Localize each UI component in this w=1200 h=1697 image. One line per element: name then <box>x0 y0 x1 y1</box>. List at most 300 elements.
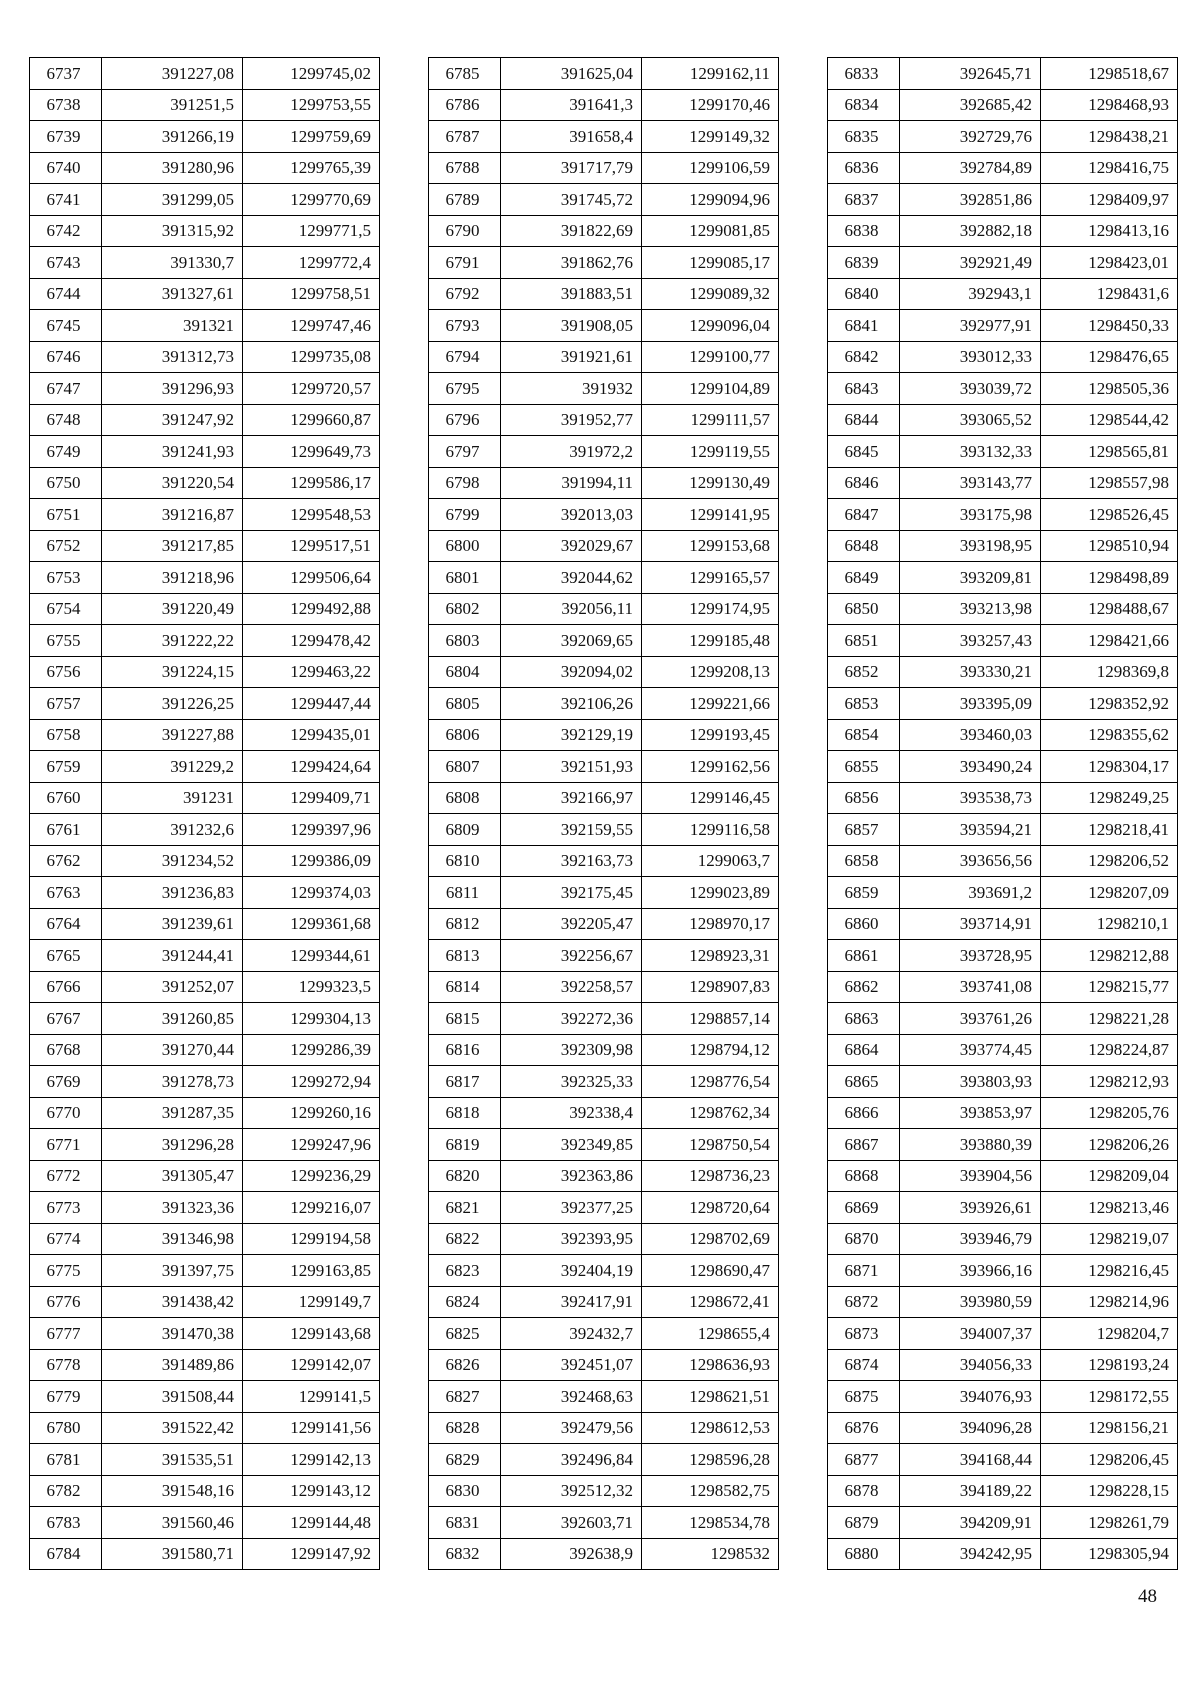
x-coordinate-cell: 393209,81 <box>900 562 1041 594</box>
table-row <box>30 1192 380 1224</box>
point-number-cell: 6758 <box>30 719 102 751</box>
point-number-cell: 6833 <box>828 58 900 90</box>
point-number-cell: 6837 <box>828 184 900 216</box>
y-coordinate-cell: 1298431,6 <box>1041 278 1178 310</box>
x-coordinate-cell: 391489,86 <box>102 1349 243 1381</box>
x-coordinate-cell: 391438,42 <box>102 1286 243 1318</box>
table-row <box>30 814 380 846</box>
y-coordinate-cell: 1298544,42 <box>1041 404 1178 436</box>
x-coordinate-cell: 392272,36 <box>501 1003 642 1035</box>
x-coordinate-cell: 391548,16 <box>102 1475 243 1507</box>
x-coordinate-cell: 391234,52 <box>102 845 243 877</box>
x-coordinate-cell: 393880,39 <box>900 1129 1041 1161</box>
y-coordinate-cell: 1299153,68 <box>642 530 779 562</box>
y-coordinate-cell: 1299193,45 <box>642 719 779 751</box>
x-coordinate-cell: 393904,56 <box>900 1160 1041 1192</box>
y-coordinate-cell: 1299106,59 <box>642 152 779 184</box>
point-number-cell: 6778 <box>30 1349 102 1381</box>
table-row <box>429 467 779 499</box>
table-row <box>828 1286 1178 1318</box>
x-coordinate-cell: 392159,55 <box>501 814 642 846</box>
x-coordinate-cell: 391239,61 <box>102 908 243 940</box>
x-coordinate-cell: 393656,56 <box>900 845 1041 877</box>
point-number-cell: 6810 <box>429 845 501 877</box>
point-number-cell: 6797 <box>429 436 501 468</box>
point-number-cell: 6777 <box>30 1318 102 1350</box>
y-coordinate-cell: 1299272,94 <box>243 1066 380 1098</box>
y-coordinate-cell: 1299745,02 <box>243 58 380 90</box>
x-coordinate-cell: 392479,56 <box>501 1412 642 1444</box>
coordinates-table-2 <box>428 57 779 1570</box>
table-row <box>828 58 1178 90</box>
x-coordinate-cell: 391346,98 <box>102 1223 243 1255</box>
x-coordinate-cell: 392013,03 <box>501 499 642 531</box>
y-coordinate-cell: 1298261,79 <box>1041 1507 1178 1539</box>
x-coordinate-cell: 392468,63 <box>501 1381 642 1413</box>
table-row <box>30 1475 380 1507</box>
point-number-cell: 6782 <box>30 1475 102 1507</box>
point-number-cell: 6812 <box>429 908 501 940</box>
y-coordinate-cell: 1299720,57 <box>243 373 380 405</box>
table-row <box>30 845 380 877</box>
table-row <box>30 877 380 909</box>
point-number-cell: 6798 <box>429 467 501 499</box>
y-coordinate-cell: 1299286,39 <box>243 1034 380 1066</box>
x-coordinate-cell: 391508,44 <box>102 1381 243 1413</box>
y-coordinate-cell: 1298750,54 <box>642 1129 779 1161</box>
x-coordinate-cell: 391745,72 <box>501 184 642 216</box>
x-coordinate-cell: 391232,6 <box>102 814 243 846</box>
point-number-cell: 6789 <box>429 184 501 216</box>
x-coordinate-cell: 392496,84 <box>501 1444 642 1476</box>
x-coordinate-cell: 391287,35 <box>102 1097 243 1129</box>
y-coordinate-cell: 1298720,64 <box>642 1192 779 1224</box>
point-number-cell: 6774 <box>30 1223 102 1255</box>
y-coordinate-cell: 1299149,7 <box>243 1286 380 1318</box>
x-coordinate-cell: 391217,85 <box>102 530 243 562</box>
y-coordinate-cell: 1299735,08 <box>243 341 380 373</box>
x-coordinate-cell: 392175,45 <box>501 877 642 909</box>
point-number-cell: 6738 <box>30 89 102 121</box>
y-coordinate-cell: 1298156,21 <box>1041 1412 1178 1444</box>
point-number-cell: 6838 <box>828 215 900 247</box>
point-number-cell: 6847 <box>828 499 900 531</box>
y-coordinate-cell: 1299772,4 <box>243 247 380 279</box>
table-row <box>828 436 1178 468</box>
table-row <box>30 1286 380 1318</box>
point-number-cell: 6859 <box>828 877 900 909</box>
table-row <box>429 1475 779 1507</box>
point-number-cell: 6874 <box>828 1349 900 1381</box>
table-row <box>30 1255 380 1287</box>
y-coordinate-cell: 1299771,5 <box>243 215 380 247</box>
point-number-cell: 6775 <box>30 1255 102 1287</box>
y-coordinate-cell: 1299170,46 <box>642 89 779 121</box>
point-number-cell: 6776 <box>30 1286 102 1318</box>
y-coordinate-cell: 1299063,7 <box>642 845 779 877</box>
y-coordinate-cell: 1299100,77 <box>642 341 779 373</box>
x-coordinate-cell: 393198,95 <box>900 530 1041 562</box>
point-number-cell: 6817 <box>429 1066 501 1098</box>
y-coordinate-cell: 1298228,15 <box>1041 1475 1178 1507</box>
point-number-cell: 6844 <box>828 404 900 436</box>
y-coordinate-cell: 1299185,48 <box>642 625 779 657</box>
table-row <box>828 1318 1178 1350</box>
point-number-cell: 6834 <box>828 89 900 121</box>
x-coordinate-cell: 392151,93 <box>501 751 642 783</box>
y-coordinate-cell: 1298736,23 <box>642 1160 779 1192</box>
point-number-cell: 6849 <box>828 562 900 594</box>
point-number-cell: 6753 <box>30 562 102 594</box>
y-coordinate-cell: 1299649,73 <box>243 436 380 468</box>
y-coordinate-cell: 1298210,1 <box>1041 908 1178 940</box>
x-coordinate-cell: 393538,73 <box>900 782 1041 814</box>
y-coordinate-cell: 1298532 <box>642 1538 779 1570</box>
x-coordinate-cell: 393143,77 <box>900 467 1041 499</box>
table-row <box>30 562 380 594</box>
table-row <box>30 89 380 121</box>
x-coordinate-cell: 394076,93 <box>900 1381 1041 1413</box>
y-coordinate-cell: 1299759,69 <box>243 121 380 153</box>
point-number-cell: 6794 <box>429 341 501 373</box>
y-coordinate-cell: 1298215,77 <box>1041 971 1178 1003</box>
y-coordinate-cell: 1298534,78 <box>642 1507 779 1539</box>
table-row <box>429 1192 779 1224</box>
x-coordinate-cell: 393803,93 <box>900 1066 1041 1098</box>
x-coordinate-cell: 393728,95 <box>900 940 1041 972</box>
point-number-cell: 6865 <box>828 1066 900 1098</box>
y-coordinate-cell: 1299111,57 <box>642 404 779 436</box>
y-coordinate-cell: 1298923,31 <box>642 940 779 972</box>
table-row <box>429 1066 779 1098</box>
x-coordinate-cell: 392882,18 <box>900 215 1041 247</box>
y-coordinate-cell: 1299085,17 <box>642 247 779 279</box>
y-coordinate-cell: 1298621,51 <box>642 1381 779 1413</box>
y-coordinate-cell: 1298762,34 <box>642 1097 779 1129</box>
table-row <box>429 404 779 436</box>
x-coordinate-cell: 393257,43 <box>900 625 1041 657</box>
point-number-cell: 6877 <box>828 1444 900 1476</box>
point-number-cell: 6737 <box>30 58 102 90</box>
table-row <box>429 184 779 216</box>
y-coordinate-cell: 1298352,92 <box>1041 688 1178 720</box>
table-row <box>429 373 779 405</box>
point-number-cell: 6854 <box>828 719 900 751</box>
x-coordinate-cell: 391321 <box>102 310 243 342</box>
table-row <box>429 562 779 594</box>
table-row <box>30 152 380 184</box>
y-coordinate-cell: 1299374,03 <box>243 877 380 909</box>
table-row <box>30 247 380 279</box>
point-number-cell: 6872 <box>828 1286 900 1318</box>
x-coordinate-cell: 392685,42 <box>900 89 1041 121</box>
y-coordinate-cell: 1299753,55 <box>243 89 380 121</box>
y-coordinate-cell: 1298612,53 <box>642 1412 779 1444</box>
y-coordinate-cell: 1298690,47 <box>642 1255 779 1287</box>
x-coordinate-cell: 393395,09 <box>900 688 1041 720</box>
point-number-cell: 6814 <box>429 971 501 1003</box>
table-row <box>828 719 1178 751</box>
point-number-cell: 6880 <box>828 1538 900 1570</box>
y-coordinate-cell: 1299162,56 <box>642 751 779 783</box>
point-number-cell: 6841 <box>828 310 900 342</box>
table-row <box>828 1066 1178 1098</box>
point-number-cell: 6749 <box>30 436 102 468</box>
x-coordinate-cell: 393966,16 <box>900 1255 1041 1287</box>
y-coordinate-cell: 1299517,51 <box>243 530 380 562</box>
y-coordinate-cell: 1298636,93 <box>642 1349 779 1381</box>
point-number-cell: 6765 <box>30 940 102 972</box>
y-coordinate-cell: 1298207,09 <box>1041 877 1178 909</box>
table-row <box>30 1160 380 1192</box>
x-coordinate-cell: 392638,9 <box>501 1538 642 1570</box>
point-number-cell: 6816 <box>429 1034 501 1066</box>
table-row <box>30 58 380 90</box>
point-number-cell: 6824 <box>429 1286 501 1318</box>
y-coordinate-cell: 1299141,56 <box>243 1412 380 1444</box>
x-coordinate-cell: 391280,96 <box>102 152 243 184</box>
point-number-cell: 6819 <box>429 1129 501 1161</box>
point-number-cell: 6825 <box>429 1318 501 1350</box>
y-coordinate-cell: 1299435,01 <box>243 719 380 751</box>
point-number-cell: 6869 <box>828 1192 900 1224</box>
point-number-cell: 6784 <box>30 1538 102 1570</box>
x-coordinate-cell: 391227,08 <box>102 58 243 90</box>
point-number-cell: 6767 <box>30 1003 102 1035</box>
table-row <box>828 688 1178 720</box>
x-coordinate-cell: 391641,3 <box>501 89 642 121</box>
table-row <box>429 499 779 531</box>
x-coordinate-cell: 392106,26 <box>501 688 642 720</box>
table-row <box>30 719 380 751</box>
point-number-cell: 6741 <box>30 184 102 216</box>
y-coordinate-cell: 1299344,61 <box>243 940 380 972</box>
table-row <box>30 215 380 247</box>
x-coordinate-cell: 392325,33 <box>501 1066 642 1098</box>
point-number-cell: 6769 <box>30 1066 102 1098</box>
x-coordinate-cell: 393980,59 <box>900 1286 1041 1318</box>
y-coordinate-cell: 1299094,96 <box>642 184 779 216</box>
x-coordinate-cell: 392094,02 <box>501 656 642 688</box>
x-coordinate-cell: 391952,77 <box>501 404 642 436</box>
y-coordinate-cell: 1299770,69 <box>243 184 380 216</box>
x-coordinate-cell: 392069,65 <box>501 625 642 657</box>
y-coordinate-cell: 1299023,89 <box>642 877 779 909</box>
table-row <box>30 467 380 499</box>
x-coordinate-cell: 393490,24 <box>900 751 1041 783</box>
y-coordinate-cell: 1298204,7 <box>1041 1318 1178 1350</box>
y-coordinate-cell: 1298355,62 <box>1041 719 1178 751</box>
x-coordinate-cell: 391244,41 <box>102 940 243 972</box>
point-number-cell: 6793 <box>429 310 501 342</box>
point-number-cell: 6770 <box>30 1097 102 1129</box>
y-coordinate-cell: 1298305,94 <box>1041 1538 1178 1570</box>
table-row <box>828 1097 1178 1129</box>
point-number-cell: 6763 <box>30 877 102 909</box>
table-row <box>429 1412 779 1444</box>
y-coordinate-cell: 1299304,13 <box>243 1003 380 1035</box>
x-coordinate-cell: 392784,89 <box>900 152 1041 184</box>
x-coordinate-cell: 392404,19 <box>501 1255 642 1287</box>
x-coordinate-cell: 393330,21 <box>900 656 1041 688</box>
x-coordinate-cell: 392044,62 <box>501 562 642 594</box>
table-row <box>30 940 380 972</box>
point-number-cell: 6823 <box>429 1255 501 1287</box>
point-number-cell: 6795 <box>429 373 501 405</box>
table-row <box>429 845 779 877</box>
point-number-cell: 6745 <box>30 310 102 342</box>
x-coordinate-cell: 394242,95 <box>900 1538 1041 1570</box>
y-coordinate-cell: 1298526,45 <box>1041 499 1178 531</box>
x-coordinate-cell: 393132,33 <box>900 436 1041 468</box>
table-row <box>429 1318 779 1350</box>
table-row <box>30 1381 380 1413</box>
point-number-cell: 6751 <box>30 499 102 531</box>
x-coordinate-cell: 393926,61 <box>900 1192 1041 1224</box>
point-number-cell: 6759 <box>30 751 102 783</box>
y-coordinate-cell: 1299221,66 <box>642 688 779 720</box>
point-number-cell: 6747 <box>30 373 102 405</box>
point-number-cell: 6826 <box>429 1349 501 1381</box>
x-coordinate-cell: 391227,88 <box>102 719 243 751</box>
table-row <box>429 247 779 279</box>
x-coordinate-cell: 391862,76 <box>501 247 642 279</box>
table-row <box>30 688 380 720</box>
table-row <box>828 1192 1178 1224</box>
x-coordinate-cell: 391236,83 <box>102 877 243 909</box>
table-row <box>429 58 779 90</box>
x-coordinate-cell: 391296,93 <box>102 373 243 405</box>
point-number-cell: 6861 <box>828 940 900 972</box>
table-row <box>828 310 1178 342</box>
table-row <box>828 1034 1178 1066</box>
x-coordinate-cell: 393691,2 <box>900 877 1041 909</box>
y-coordinate-cell: 1299163,85 <box>243 1255 380 1287</box>
y-coordinate-cell: 1298565,81 <box>1041 436 1178 468</box>
point-number-cell: 6783 <box>30 1507 102 1539</box>
table-row <box>429 1034 779 1066</box>
x-coordinate-cell: 391883,51 <box>501 278 642 310</box>
table-row <box>828 562 1178 594</box>
x-coordinate-cell: 393761,26 <box>900 1003 1041 1035</box>
point-number-cell: 6827 <box>429 1381 501 1413</box>
table-row <box>30 1444 380 1476</box>
table-row <box>429 1286 779 1318</box>
x-coordinate-cell: 391972,2 <box>501 436 642 468</box>
table-row <box>828 1223 1178 1255</box>
point-number-cell: 6788 <box>429 152 501 184</box>
point-number-cell: 6862 <box>828 971 900 1003</box>
point-number-cell: 6766 <box>30 971 102 1003</box>
x-coordinate-cell: 391560,46 <box>102 1507 243 1539</box>
table-row <box>429 625 779 657</box>
y-coordinate-cell: 1299142,07 <box>243 1349 380 1381</box>
table-row <box>828 152 1178 184</box>
point-number-cell: 6875 <box>828 1381 900 1413</box>
y-coordinate-cell: 1298970,17 <box>642 908 779 940</box>
x-coordinate-cell: 392029,67 <box>501 530 642 562</box>
table-row <box>828 1160 1178 1192</box>
point-number-cell: 6809 <box>429 814 501 846</box>
x-coordinate-cell: 391229,2 <box>102 751 243 783</box>
table-row <box>30 341 380 373</box>
x-coordinate-cell: 391226,25 <box>102 688 243 720</box>
table-row <box>30 499 380 531</box>
table-row <box>429 341 779 373</box>
point-number-cell: 6848 <box>828 530 900 562</box>
table-row <box>828 1444 1178 1476</box>
table-row <box>828 908 1178 940</box>
point-number-cell: 6873 <box>828 1318 900 1350</box>
coordinates-table-1 <box>29 57 380 1570</box>
y-coordinate-cell: 1298193,24 <box>1041 1349 1178 1381</box>
x-coordinate-cell: 393065,52 <box>900 404 1041 436</box>
table-row <box>828 1381 1178 1413</box>
x-coordinate-cell: 394096,28 <box>900 1412 1041 1444</box>
point-number-cell: 6742 <box>30 215 102 247</box>
x-coordinate-cell: 391327,61 <box>102 278 243 310</box>
table-row <box>30 1129 380 1161</box>
point-number-cell: 6790 <box>429 215 501 247</box>
y-coordinate-cell: 1299147,92 <box>243 1538 380 1570</box>
table-row <box>828 625 1178 657</box>
y-coordinate-cell: 1298369,8 <box>1041 656 1178 688</box>
point-number-cell: 6799 <box>429 499 501 531</box>
table-row <box>30 1223 380 1255</box>
point-number-cell: 6802 <box>429 593 501 625</box>
table-row <box>30 908 380 940</box>
point-number-cell: 6829 <box>429 1444 501 1476</box>
table-row <box>828 971 1178 1003</box>
y-coordinate-cell: 1298219,07 <box>1041 1223 1178 1255</box>
table-row <box>828 1412 1178 1444</box>
point-number-cell: 6772 <box>30 1160 102 1192</box>
y-coordinate-cell: 1299424,64 <box>243 751 380 783</box>
point-number-cell: 6852 <box>828 656 900 688</box>
y-coordinate-cell: 1298212,88 <box>1041 940 1178 972</box>
y-coordinate-cell: 1298510,94 <box>1041 530 1178 562</box>
table-row <box>30 593 380 625</box>
point-number-cell: 6828 <box>429 1412 501 1444</box>
table-row <box>30 971 380 1003</box>
y-coordinate-cell: 1298416,75 <box>1041 152 1178 184</box>
y-coordinate-cell: 1299149,32 <box>642 121 779 153</box>
point-number-cell: 6743 <box>30 247 102 279</box>
y-coordinate-cell: 1299162,11 <box>642 58 779 90</box>
table-row <box>30 373 380 405</box>
point-number-cell: 6739 <box>30 121 102 153</box>
x-coordinate-cell: 391224,15 <box>102 656 243 688</box>
x-coordinate-cell: 391266,19 <box>102 121 243 153</box>
point-number-cell: 6878 <box>828 1475 900 1507</box>
x-coordinate-cell: 391397,75 <box>102 1255 243 1287</box>
y-coordinate-cell: 1298498,89 <box>1041 562 1178 594</box>
y-coordinate-cell: 1299548,53 <box>243 499 380 531</box>
table-row <box>429 278 779 310</box>
point-number-cell: 6860 <box>828 908 900 940</box>
x-coordinate-cell: 391299,05 <box>102 184 243 216</box>
x-coordinate-cell: 391278,73 <box>102 1066 243 1098</box>
x-coordinate-cell: 391625,04 <box>501 58 642 90</box>
y-coordinate-cell: 1299130,49 <box>642 467 779 499</box>
y-coordinate-cell: 1298450,33 <box>1041 310 1178 342</box>
x-coordinate-cell: 391330,7 <box>102 247 243 279</box>
table-row <box>429 1223 779 1255</box>
x-coordinate-cell: 391247,92 <box>102 404 243 436</box>
point-number-cell: 6871 <box>828 1255 900 1287</box>
x-coordinate-cell: 393714,91 <box>900 908 1041 940</box>
table-row <box>30 1066 380 1098</box>
